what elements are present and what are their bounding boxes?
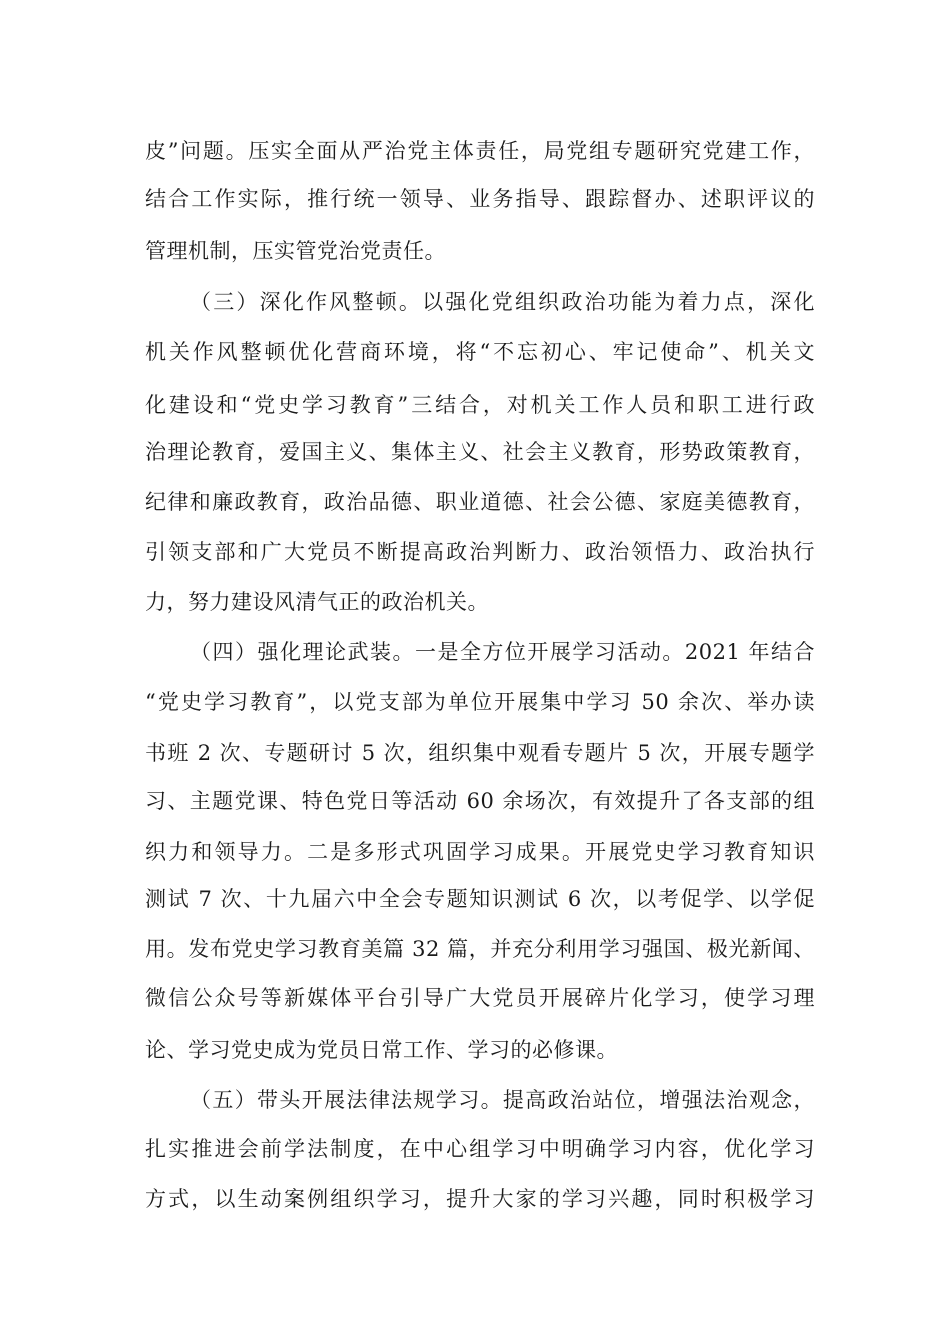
paragraph-heading-5: （五）带头开展法律法规学习。提高政治站位，增强法治观念， (190, 1088, 815, 1112)
text-line: 织力和领导力。二是多形式巩固学习成果。开展党史学习教育知识 (145, 840, 815, 864)
text-line: 结合工作实际，推行统一领导、业务指导、跟踪督办、述职评议的 (145, 187, 815, 211)
text-line: 治理论教育，爱国主义、集体主义、社会主义教育，形势政策教育， (145, 440, 815, 464)
text-line: 测试 7 次、十九届六中全会专题知识测试 6 次，以考促学、以学促 (145, 887, 815, 911)
text-line: 方式，以生动案例组织学习，提升大家的学习兴趣，同时积极学习 (145, 1187, 815, 1211)
text-line: 机关作风整顿优化营商环境，将“不忘初心、牢记使命”、机关文 (145, 340, 815, 364)
text-line: 化建设和“党史学习教育”三结合，对机关工作人员和职工进行政 (145, 393, 815, 417)
text-line: 纪律和廉政教育，政治品德、职业道德、社会公德、家庭美德教育， (145, 490, 815, 514)
text-line: 习、主题党课、特色党日等活动 60 余场次，有效提升了各支部的组 (145, 789, 815, 813)
paragraph-heading-4: （四）强化理论武装。一是全方位开展学习活动。2021 年结合 (190, 640, 815, 664)
text-line: 扎实推进会前学法制度，在中心组学习中明确学习内容，优化学习 (145, 1137, 815, 1161)
text-line: 用。发布党史学习教育美篇 32 篇，并充分利用学习强国、极光新闻、 (145, 937, 815, 961)
text-line: 论、学习党史成为党员日常工作、学习的必修课。 (145, 1038, 618, 1062)
paragraph-heading-3: （三）深化作风整顿。以强化党组织政治功能为着力点，深化 (190, 290, 815, 314)
text-line: 力，努力建设风清气正的政治机关。 (145, 590, 489, 614)
text-line: “党史学习教育”，以党支部为单位开展集中学习 50 余次、举办读 (145, 690, 815, 714)
text-line: 皮”问题。压实全面从严治党主体责任，局党组专题研究党建工作， (145, 139, 815, 163)
text-line: 书班 2 次、专题研讨 5 次，组织集中观看专题片 5 次，开展专题学 (145, 741, 815, 765)
text-line: 引领支部和广大党员不断提高政治判断力、政治领悟力、政治执行 (145, 540, 815, 564)
text-line: 微信公众号等新媒体平台引导广大党员开展碎片化学习，使学习理 (145, 986, 815, 1010)
text-line: 管理机制，压实管党治党责任。 (145, 239, 446, 263)
